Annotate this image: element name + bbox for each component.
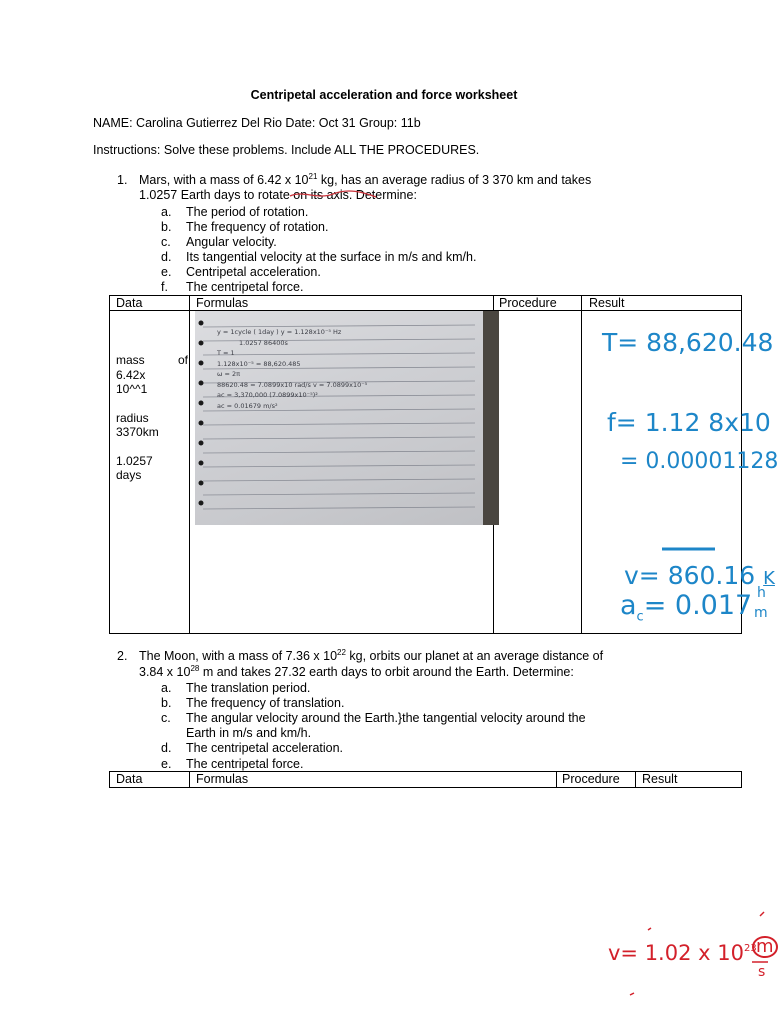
days-label: days	[116, 468, 142, 482]
red-mark-top	[760, 898, 761, 913]
header-data: Data	[116, 296, 143, 310]
red-stray-marks	[640, 920, 770, 1010]
page-title: Centripetal acceleration and force worksheet	[250, 88, 518, 102]
problem2-number: 2.	[117, 649, 128, 663]
item-text: The frequency of translation.	[186, 696, 345, 710]
item-letter: a.	[161, 681, 172, 695]
data-cell	[116, 353, 188, 483]
name-line: NAME: Carolina Gutierrez Del Rio Date: Oct 31 Group: 11b	[93, 116, 421, 130]
item-letter: e.	[161, 265, 172, 279]
radius-label: radius	[116, 410, 149, 425]
days-value: 1.0257	[116, 453, 153, 468]
header-result: Result	[642, 772, 678, 786]
result-period: T= 88,620.48	[602, 328, 774, 357]
header-procedure: Procedure	[499, 296, 557, 310]
item-letter: b.	[161, 696, 172, 710]
item-text: The frequency of rotation.	[186, 220, 329, 234]
item-letter: c.	[161, 235, 171, 249]
red-unit-circled: m	[752, 936, 778, 958]
table-col-divider	[189, 771, 190, 788]
header-procedure: Procedure	[562, 772, 620, 786]
item-text: Its tangential velocity at the surface in m/s and km/h.	[186, 250, 477, 264]
problem2-line1: The Moon, with a mass of 7.36 x $10^{22}$ kg, orbits our planet at an average distance of	[139, 648, 604, 663]
mass-exponent: 10^^1	[116, 382, 148, 396]
table-col-divider	[189, 295, 190, 634]
photo-note: 88620.48 = 7.0899x10 rad/s v = 7.0899x10⁻⁵	[217, 380, 368, 389]
result-velocity: v= 860.16 K	[624, 561, 775, 590]
notebook-photo	[195, 311, 499, 525]
item-letter: d.	[161, 741, 172, 755]
item-letter: f.	[161, 280, 168, 294]
item-letter: b.	[161, 220, 172, 234]
item-letter: a.	[161, 205, 172, 219]
result-frequency: f= 1.12 8x10	[607, 408, 771, 437]
photo-note: 1.128x10⁻⁵ = 88,620.485	[217, 359, 301, 368]
header-result: Result	[589, 296, 625, 310]
item-text: The centripetal force.	[186, 757, 304, 771]
photo-note: ac = 3,370,000 (7.0899x10⁻⁵)²	[217, 391, 318, 399]
item-text: The centripetal acceleration.	[186, 741, 344, 755]
photo-note: 1.0257 86400s	[239, 338, 288, 347]
red-unit-denominator: s	[758, 964, 766, 980]
result-acceleration-unit: m	[754, 605, 768, 621]
photo-note: T = 1	[217, 349, 235, 357]
mass-label: mass	[116, 353, 145, 367]
problem1-line2: 1.0257 Earth days to rotate on its axis. Determine:	[139, 188, 417, 202]
result-acceleration: $a_c= 0.017$	[620, 590, 753, 625]
photo-handwriting	[217, 327, 367, 411]
of-label: of	[177, 353, 188, 367]
item-text: The translation period.	[186, 681, 311, 695]
instructions: Instructions: Solve these problems. Include ALL THE PROCEDURES.	[93, 143, 480, 157]
item-text: The centripetal force.	[186, 280, 304, 294]
item-text: Earth in m/s and km/h.	[186, 726, 312, 740]
item-letter: e.	[161, 757, 172, 771]
problem1-line1: Mars, with a mass of 6.42 x $10^{21}$ kg, has an average radius of 3 370 km and takes	[139, 172, 592, 187]
item-text: The angular velocity around the Earth.}the tangential velocity around the	[186, 711, 586, 725]
item-letter: c.	[161, 711, 171, 725]
table-col-divider	[635, 771, 636, 788]
header-data: Data	[116, 772, 143, 786]
table-col-divider	[581, 295, 582, 634]
photo-note: y = 1cycle ( 1day ) y = 1.128x10⁻⁵ Hz	[217, 328, 342, 336]
problem2-line2: 3.84 x $10^{28}$ m and takes 27.32 earth days to orbit around the Earth. Determine:	[139, 664, 574, 679]
item-text: Angular velocity.	[186, 235, 277, 249]
mass-value: 6.42x	[116, 367, 146, 382]
red-strike-scribble	[288, 188, 378, 204]
table-col-divider	[556, 771, 557, 788]
red-velocity-note: v= 1.02 x $10^{23}$	[608, 941, 757, 965]
header-formulas: Formulas	[196, 296, 249, 310]
radius-value: 3370km	[116, 425, 159, 439]
problem1-number: 1.	[117, 173, 128, 187]
photo-note: ac = 0.01679 m/s²	[217, 401, 278, 410]
item-letter: d.	[161, 250, 172, 264]
photo-note: ω = 2π	[217, 370, 241, 378]
item-text: Centripetal acceleration.	[186, 265, 321, 279]
blue-dash-mark	[660, 545, 720, 553]
result-velocity-unit-h: h	[757, 585, 766, 601]
item-text: The period of rotation.	[186, 205, 309, 219]
header-formulas: Formulas	[196, 772, 249, 786]
result-frequency-decimal: = 0.00001128	[620, 449, 778, 474]
